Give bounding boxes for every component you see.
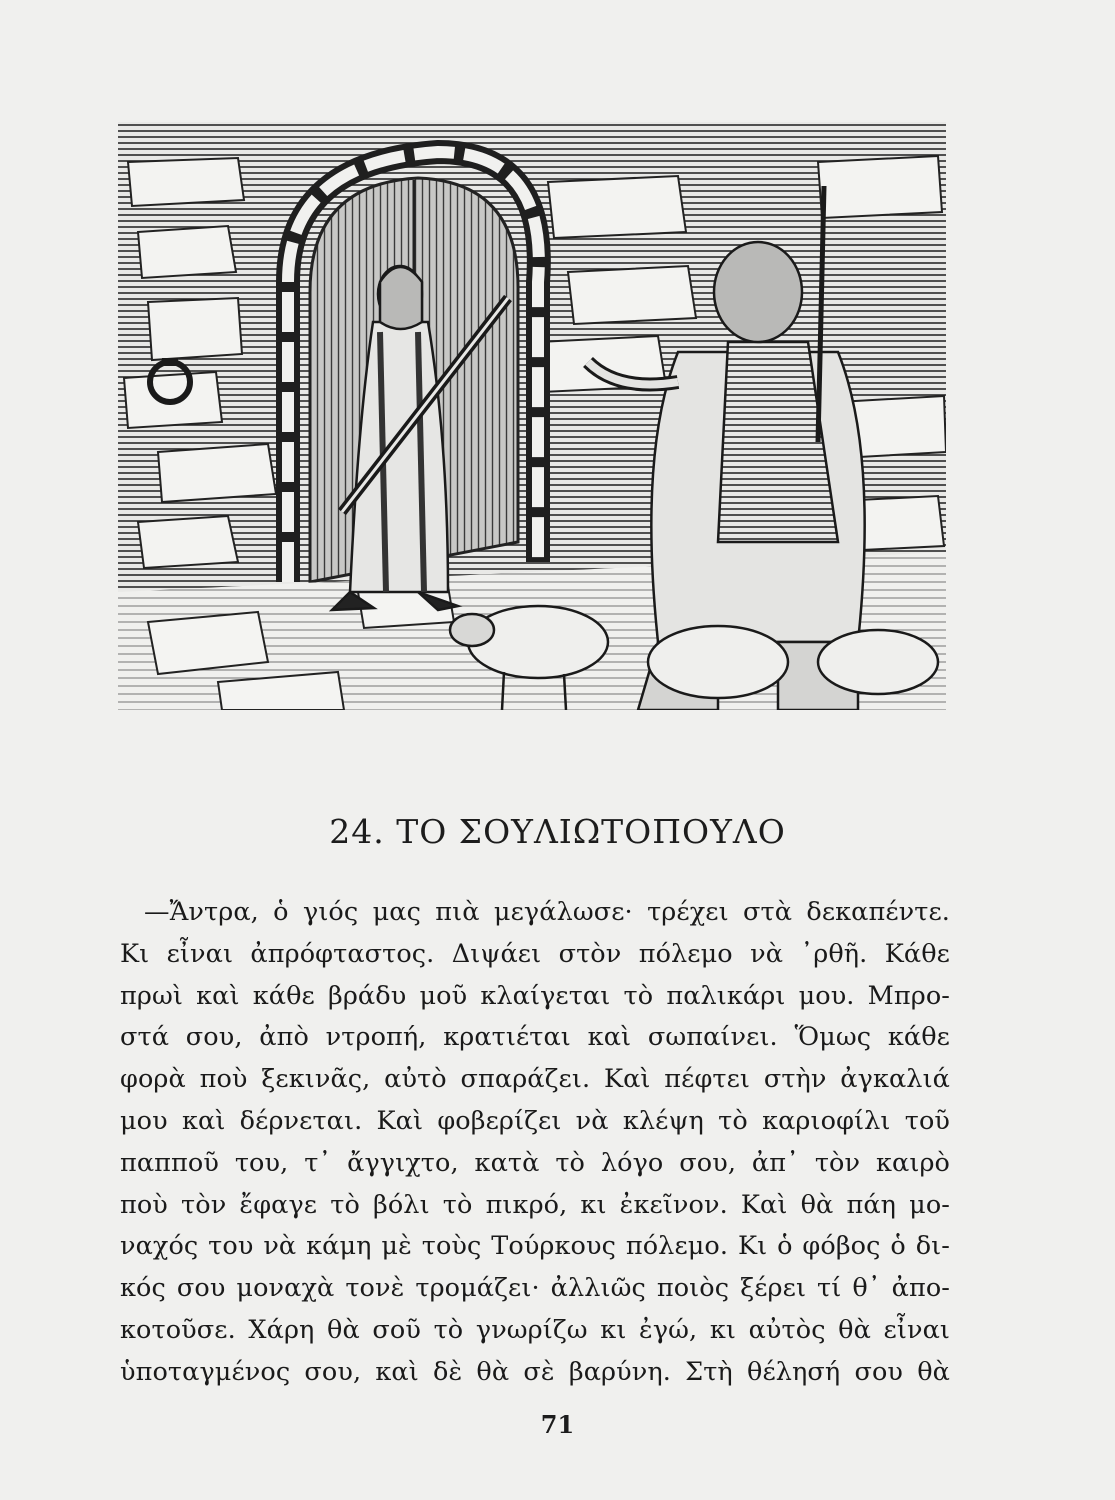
text-line: ὑποταγμένος σου, καὶ δὲ θὰ σὲ βαρύνη. Στὴ θέλησή σου θὰ	[120, 1356, 950, 1387]
text-line: φορὰ ποὺ ξεκινᾶς, αὐτὸ σπαράζει. Καὶ πέφτει στὴν ἀγκαλιά	[120, 1064, 950, 1095]
text-line: παπποῦ του, τ᾽ ἄγγιχτο, κατὰ τὸ λόγο σου, ἀπ᾽ τὸν καιρὸ	[120, 1147, 950, 1178]
page-number: 71	[540, 1410, 575, 1439]
text-line: —Ἄντρα, ὁ γιός μας πιὰ μεγάλωσε· τρέχει στὰ δεκαπέντε.	[144, 897, 950, 927]
text-line: πρωὶ καὶ κάθε βράδυ μοῦ κλαίγεται τὸ παλικάρι μου. Μπρο-	[120, 980, 950, 1011]
body-text	[120, 892, 950, 1394]
text-line: κοτοῦσε. Χάρη θὰ σοῦ τὸ γνωρίζω κι ἐγώ, κι αὐτὸς θὰ εἶναι	[120, 1314, 950, 1345]
text-line: μου καὶ δέρνεται. Καὶ φοβερίζει νὰ κλέψη τὸ καριοφίλι τοῦ	[120, 1105, 950, 1136]
chapter-title: 24. ΤΟ ΣΟΥΛΙΩΤΟΠΟΥΛΟ	[329, 812, 786, 851]
text-line: ποὺ τὸν ἔφαγε τὸ βόλι τὸ πικρό, κι ἐκεῖνον. Καὶ θὰ πάη μο-	[120, 1189, 950, 1220]
text-line: Κι εἶναι ἀπρόφταστος. Διψάει στὸν πόλεμο νὰ ᾽ρθῆ. Κάθε	[120, 938, 950, 969]
woodcut-illustration-icon	[118, 122, 946, 710]
text-line: κός σου μοναχὰ τονὲ τρομάζει· ἀλλιῶς ποιὸς ξέρει τί θ᾽ ἀπο-	[120, 1273, 950, 1304]
text-line: ναχός του νὰ κάμη μὲ τοὺς Τούρκους πόλεμο. Κι ὁ φόβος ὁ δι-	[120, 1231, 950, 1262]
text-line: στά σου, ἀπὸ ντροπή, κρατιέται καὶ σωπαίνει. Ὅμως κάθε	[120, 1022, 950, 1053]
